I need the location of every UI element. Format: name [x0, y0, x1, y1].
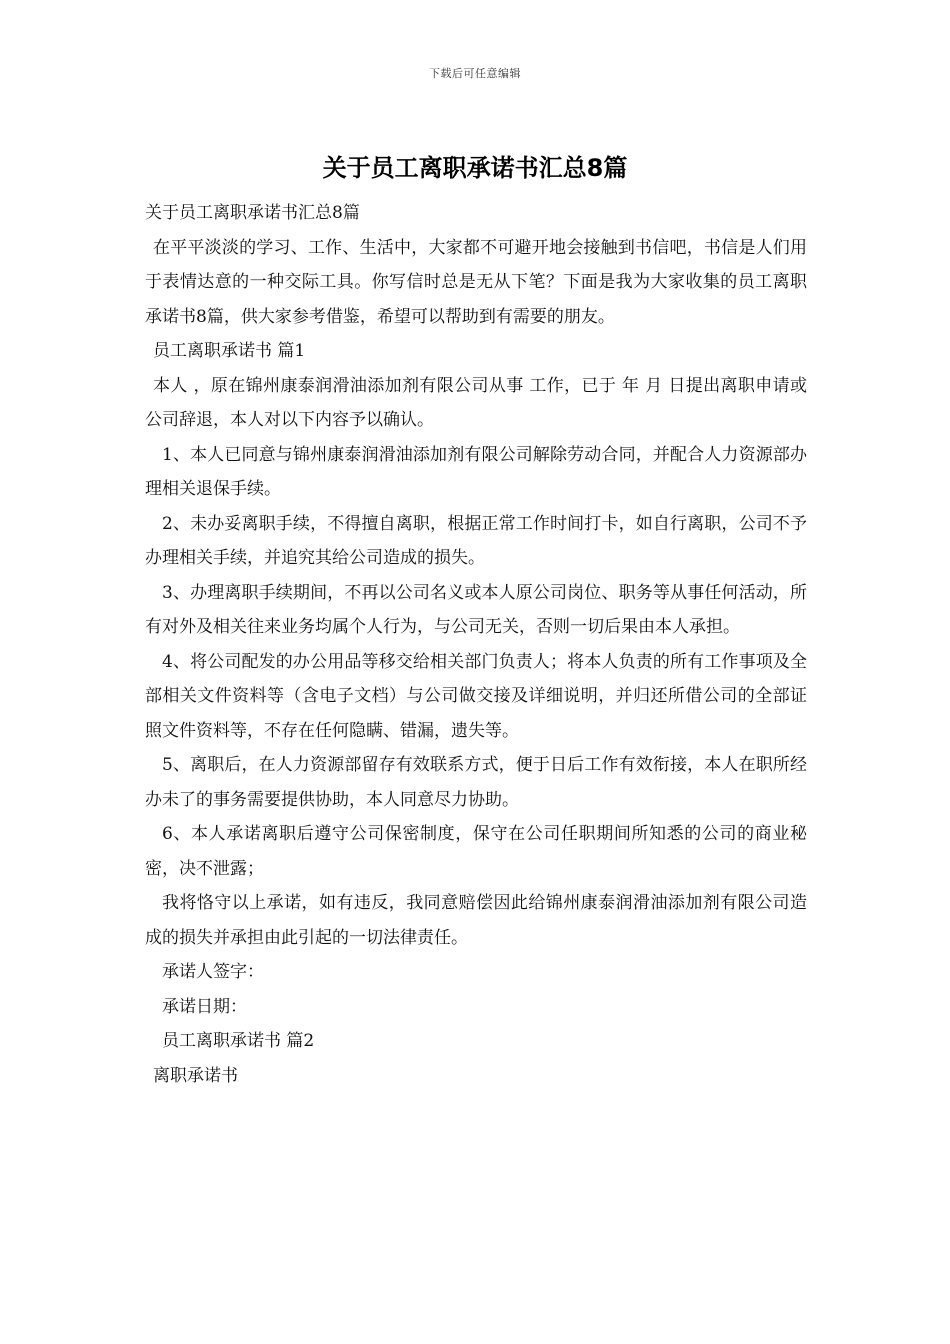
clause-5: 5、离职后，在人力资源部留存有效联系方式，便于日后工作有效衔接，本人在职所经办未了的事务需要提供协助，本人同意尽力协助。: [145, 755, 807, 810]
intro-paragraph: 在平平淡淡的学习、工作、生活中，大家都不可避开地会接触到书信吧，书信是人们用于表情达意的一种交际工具。你写信时总是无从下笔？下面是我为大家收集的员工离职承诺书8篇，供大家参考借鉴，希望可以帮助到有需要的朋友。: [145, 237, 807, 327]
subtitle-line: 关于员工离职承诺书汇总8篇: [145, 203, 360, 223]
document-title: 关于员工离职承诺书汇总8篇: [322, 154, 628, 182]
section-2-title: 离职承诺书: [153, 1065, 238, 1086]
date-line: 承诺日期：: [162, 996, 247, 1017]
clause-4: 4、将公司配发的办公用品等移交给相关部门负责人；将本人负责的所有工作事项及全部相关文件资料等（含电子文档）与公司做交接及详细说明，并归还所借公司的全部证照文件资料等，不存在任何隐瞒、错漏，遗失等。: [145, 651, 807, 741]
clause-1: 1、本人已同意与锦州康泰润滑油添加剂有限公司解除劳动合同，并配合人力资源部办理相关退保手续。: [145, 444, 807, 499]
clause-2: 2、未办妥离职手续，不得擅自离职，根据正常工作时间打卡，如自行离职，公司不予办理相关手续，并追究其给公司造成的损失。: [145, 513, 807, 568]
document-body: [145, 196, 807, 1093]
section-heading-2: 员工离职承诺书 篇2: [162, 1031, 315, 1051]
header-note: 下载后可任意编辑: [429, 67, 521, 80]
declaration-paragraph: 本人 ，原在锦州康泰润滑油添加剂有限公司从事 工作，已于 年 月 日提出离职申请或公司辞退，本人对以下内容予以确认。: [145, 375, 807, 430]
clause-6: 6、本人承诺离职后遵守公司保密制度，保守在公司任职期间所知悉的公司的商业秘密，决不泄露；: [145, 824, 807, 879]
commitment-paragraph: 我将恪守以上承诺，如有违反，我同意赔偿因此给锦州康泰润滑油添加剂有限公司造成的损失并承担由此引起的一切法律责任。: [145, 893, 807, 948]
signature-line: 承诺人签字：: [162, 962, 264, 982]
section-heading-1: 员工离职承诺书 篇1: [153, 341, 306, 361]
clause-3: 3、办理离职手续期间，不再以公司名义或本人原公司岗位、职务等从事任何活动，所有对外及相关往来业务均属个人行为，与公司无关，否则一切后果由本人承担。: [145, 582, 807, 637]
